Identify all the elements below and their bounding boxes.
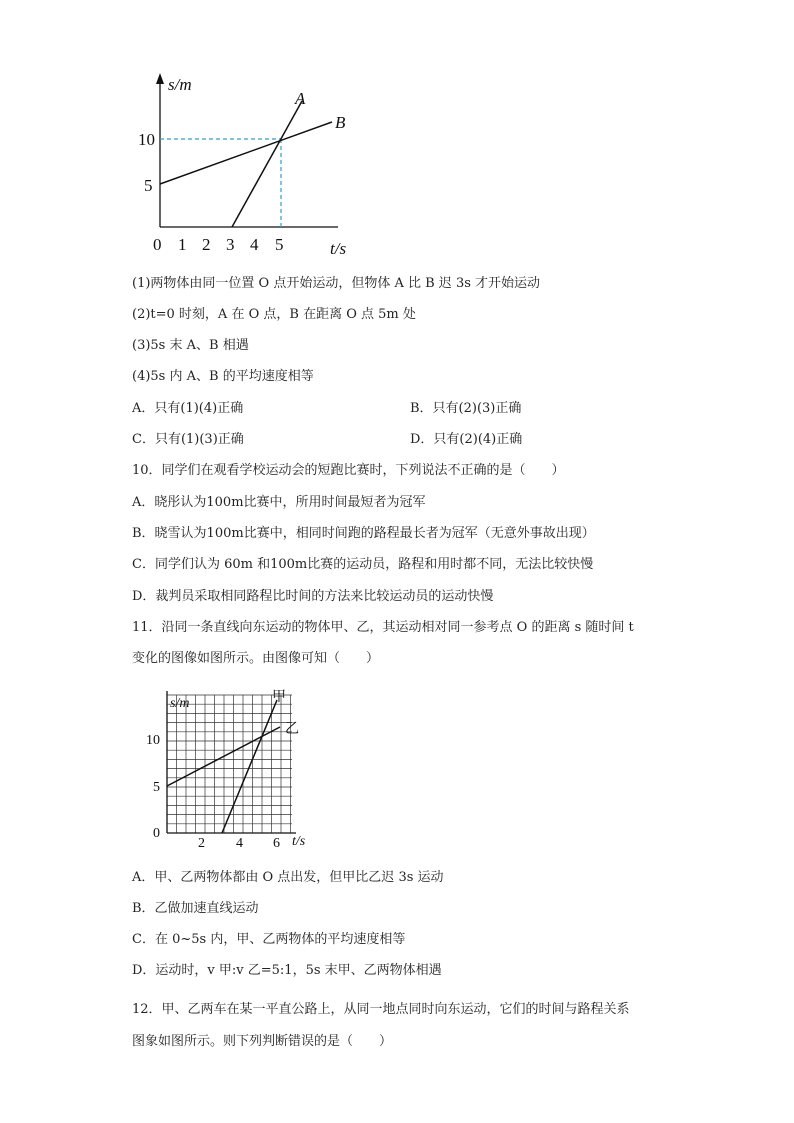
q12-stem-line-2: 图象如图所示。则下列判断错误的是（ ） — [132, 1034, 393, 1049]
figure-1-axes — [156, 73, 338, 227]
q11-option-d[interactable]: D．运动时，v 甲:v 乙=5:1，5s 末甲、乙两物体相遇 — [132, 963, 442, 978]
figure-2-y-tick-5: 5 — [153, 780, 160, 795]
figure-1-label-b: B — [335, 113, 346, 132]
q11-option-a[interactable]: A．甲、乙两物体都由 O 点出发，但甲比乙迟 3s 运动 — [132, 870, 444, 885]
figure-2-grid — [167, 695, 292, 833]
figure-2-x-tick-6: 6 — [273, 836, 280, 851]
figure-1-y-tick-5: 5 — [144, 176, 153, 195]
figure-1-st-graph — [130, 70, 360, 260]
q10-stem: 10．同学们在观看学校运动会的短跑比赛时，下列说法不正确的是（ ） — [132, 463, 565, 478]
figure-2-x-tick-4: 4 — [236, 836, 243, 851]
q10-option-d[interactable]: D．裁判员采取相同路程比时间的方法来比较运动员的运动快慢 — [132, 589, 494, 604]
figure-1-label-a: A — [295, 89, 306, 108]
figure-2-y-tick-10: 10 — [146, 733, 160, 748]
q11-stem-line-1: 11．沿同一条直线向东运动的物体甲、乙，其运动相对同一参考点 O 的距离 s 随时间 t — [132, 620, 634, 635]
q9-statement-3: (3)5s 末 A、B 相遇 — [132, 338, 249, 353]
q10-option-c[interactable]: C．同学们认为 60m 和100m比赛的运动员，路程和用时都不同，无法比较快慢 — [132, 557, 594, 572]
figure-2-label-yi: 乙 — [285, 722, 299, 737]
figure-2-line-jia — [222, 700, 277, 833]
q11-option-b[interactable]: B．乙做加速直线运动 — [132, 901, 259, 916]
q9-option-b[interactable]: B．只有(2)(3)正确 — [410, 401, 522, 416]
figure-2-label-jia: 甲 — [272, 690, 286, 705]
figure-1-line-a — [232, 101, 302, 227]
q9-statement-2: (2)t=0 时刻，A 在 O 点，B 在距离 O 点 5m 处 — [132, 307, 416, 322]
q11-stem-line-2: 变化的图像如图所示。由图像可知（ ） — [132, 651, 380, 666]
figure-1-x-tick-2: 2 — [202, 235, 211, 254]
figure-2-x-label: t/s — [292, 834, 306, 849]
figure-1-x-label: t/s — [330, 239, 347, 258]
q9-statement-4: (4)5s 内 A、B 的平均速度相等 — [132, 369, 314, 384]
figure-2-line-yi — [167, 727, 280, 786]
figure-1-x-tick-3: 3 — [226, 235, 235, 254]
figure-1-x-tick-5: 5 — [275, 235, 284, 254]
figure-1-y-label: s/m — [168, 75, 192, 94]
figure-1-line-b — [160, 122, 332, 184]
q9-option-a[interactable]: A．只有(1)(4)正确 — [132, 401, 244, 416]
q10-option-b[interactable]: B．晓雪认为100m比赛中，相同时间跑的路程最长者为冠军（无意外事故出现） — [132, 526, 595, 541]
q11-option-c[interactable]: C．在 0~5s 内，甲、乙两物体的平均速度相等 — [132, 932, 406, 947]
figure-2-x-tick-2: 2 — [198, 836, 205, 851]
figure-1-y-tick-10: 10 — [138, 130, 155, 149]
figure-2-y-label: s/m — [170, 696, 190, 711]
figure-1-x-tick-1: 1 — [178, 235, 187, 254]
figure-1-x-tick-4: 4 — [250, 235, 259, 254]
q10-option-a[interactable]: A．晓彤认为100m比赛中，所用时间最短者为冠军 — [132, 495, 426, 510]
figure-2-st-graph — [140, 685, 340, 855]
q9-option-c[interactable]: C．只有(1)(3)正确 — [132, 432, 244, 447]
figure-2-y-tick-0: 0 — [153, 826, 160, 841]
q9-statement-1: (1)两物体由同一位置 O 点开始运动，但物体 A 比 B 迟 3s 才开始运动 — [132, 276, 541, 291]
q9-option-d[interactable]: D．只有(2)(4)正确 — [410, 432, 523, 447]
q12-stem-line-1: 12．甲、乙两车在某一平直公路上，从同一地点同时向东运动，它们的时间与路程关系 — [132, 1002, 630, 1017]
figure-1-x-tick-0: 0 — [153, 235, 162, 254]
